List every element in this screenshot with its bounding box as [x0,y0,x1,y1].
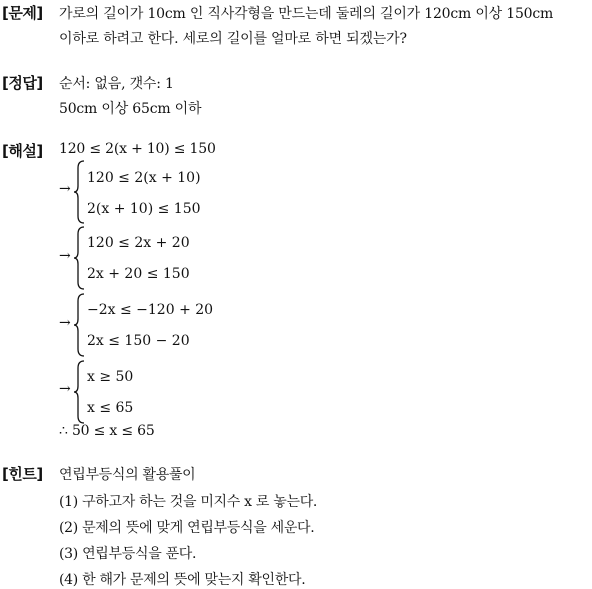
problem-label: [문제] [2,4,43,22]
hint-step-3: (3) 연립부등식을 푼다. [59,546,197,562]
arrow-2: → [59,248,71,264]
system-1-inequality-b: 2(x + 10) ≤ 150 [87,201,201,217]
solution-conclusion: ∴ 50 ≤ x ≤ 65 [59,423,155,439]
system-2-inequality-a: 120 ≤ 2x + 20 [87,235,190,251]
brace-3 [73,293,85,357]
answer-value: 50cm 이상 65cm 이하 [59,101,202,117]
brace-4 [73,360,85,424]
hint-step-4: (4) 한 해가 문제의 뜻에 맞는지 확인한다. [59,572,306,588]
system-1-inequality-a: 120 ≤ 2(x + 10) [87,170,201,186]
hint-title: 연립부등식의 활용풀이 [59,467,196,483]
arrow-4: → [59,381,71,397]
solution-label: [해설] [2,142,43,160]
system-2-inequality-b: 2x + 20 ≤ 150 [87,266,190,282]
hint-label: [힌트] [2,465,43,483]
solution-first-inequality: 120 ≤ 2(x + 10) ≤ 150 [59,141,216,157]
problem-line-1: 가로의 길이가 10cm 인 직사각형을 만드는데 둘레의 길이가 120cm 이상 150cm [59,6,554,22]
hint-step-1: (1) 구하고자 하는 것을 미지수 x 로 놓는다. [59,494,318,510]
system-4-inequality-b: x ≤ 65 [87,400,134,416]
answer-label: [정답] [2,74,43,92]
hint-step-2: (2) 문제의 뜻에 맞게 연립부등식을 세운다. [59,520,315,536]
system-3-inequality-a: −2x ≤ −120 + 20 [87,302,214,318]
system-4-inequality-a: x ≥ 50 [87,369,134,385]
brace-1 [73,160,85,224]
problem-line-2: 이하로 하려고 한다. 세로의 길이를 얼마로 하면 되겠는가? [59,31,407,47]
arrow-3: → [59,315,71,331]
arrow-1: → [59,181,71,197]
answer-order-count: 순서: 없음, 갯수: 1 [59,76,174,92]
system-3-inequality-b: 2x ≤ 150 − 20 [87,333,190,349]
brace-2 [73,226,85,290]
